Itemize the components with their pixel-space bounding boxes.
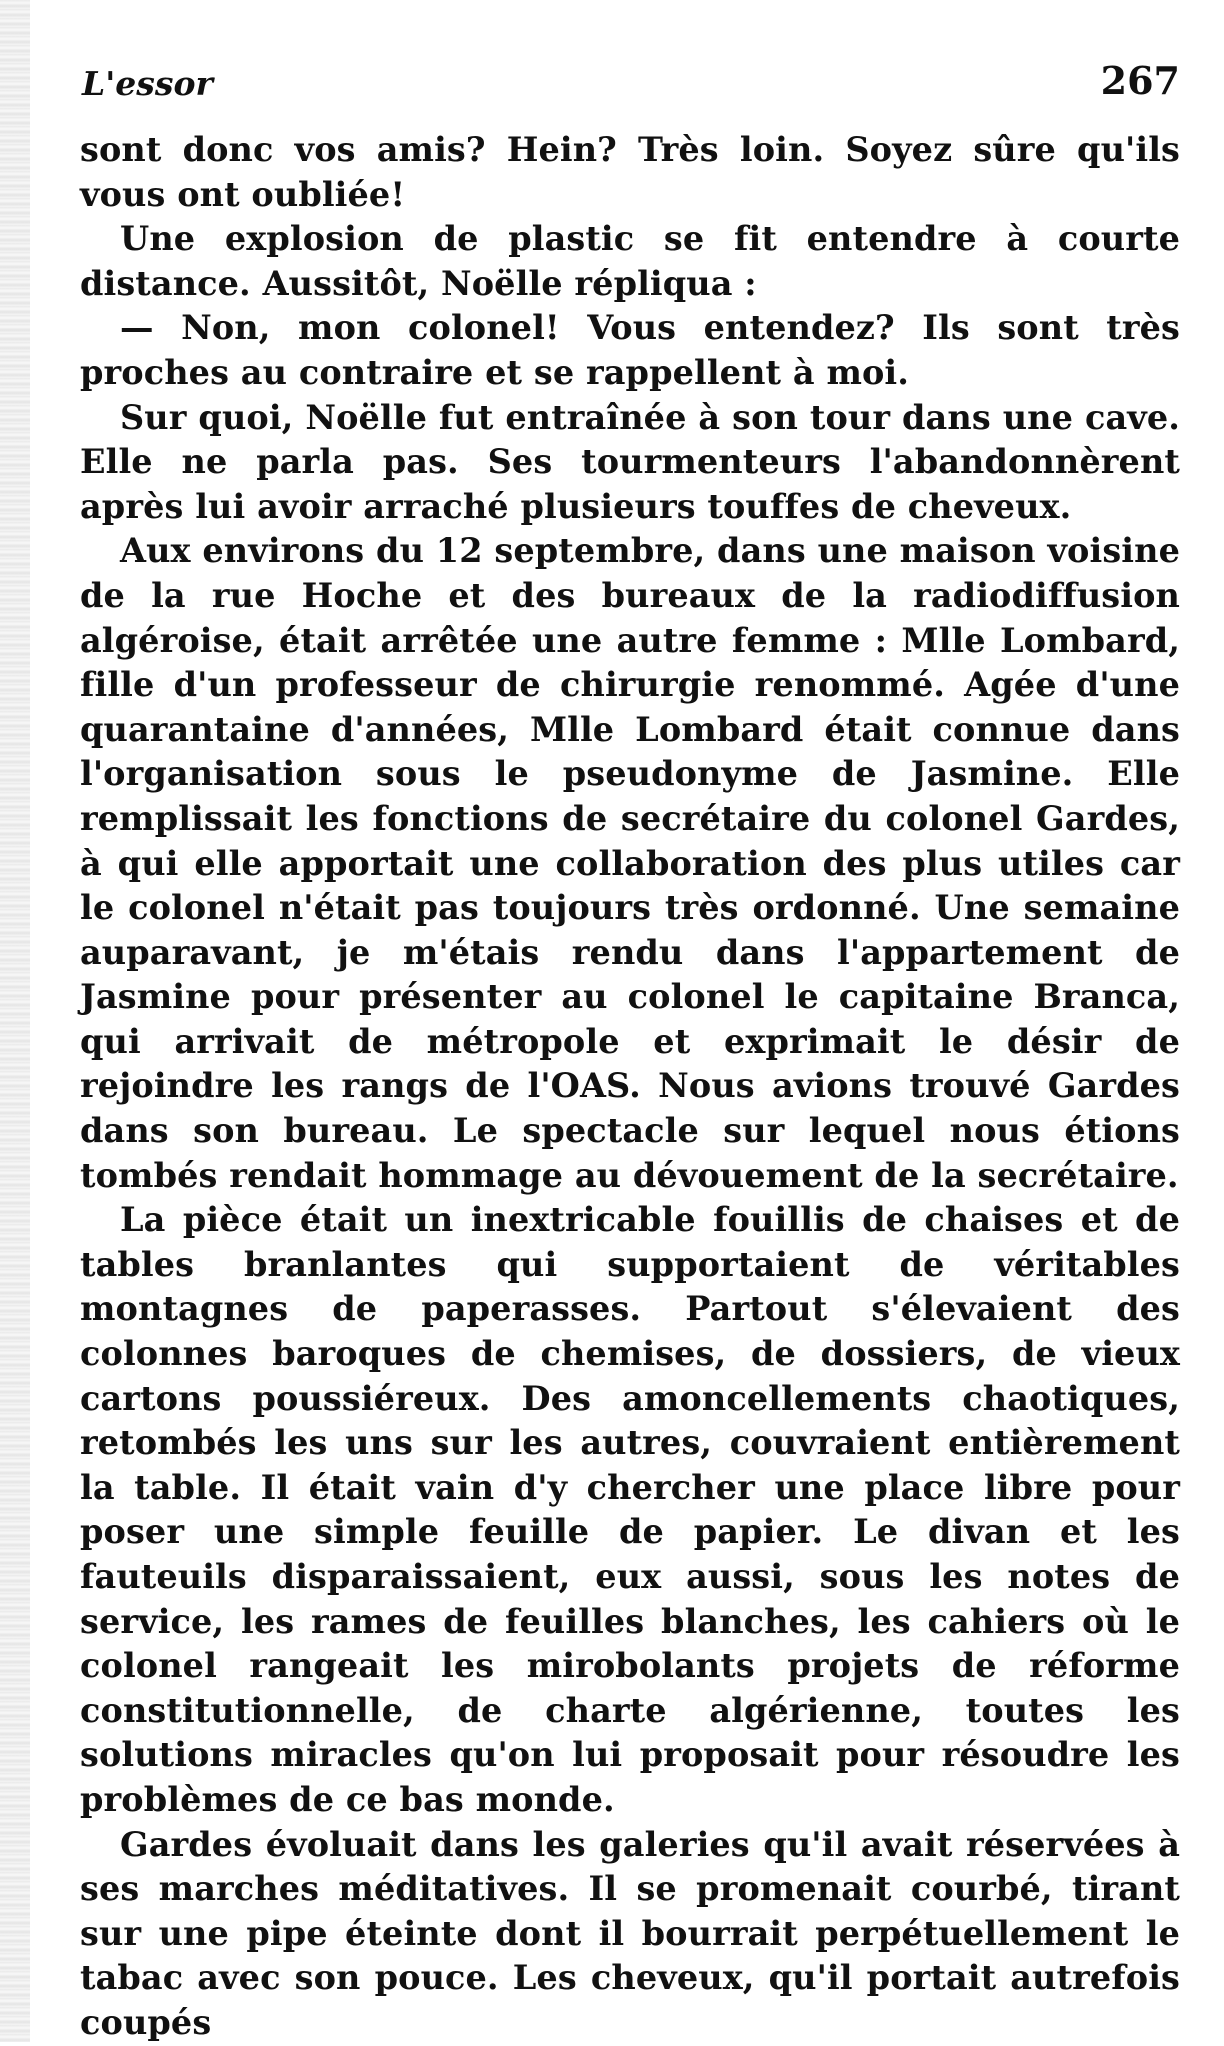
paragraph-gardes: Gardes évoluait dans les galeries qu'il avait réservées à ses marches méditatives. Il se promenait courbé, tirant sur une pipe éteinte dont il bourrait perpétuellement le tabac avec son pouce. Les cheveux, qu'il portait autrefois coupés <box>80 1824 1180 2042</box>
paragraph-cave: Sur quoi, Noëlle fut entraînée à son tour dans une cave. Elle ne parla pas. Ses tourmenteurs l'abandonnèrent après lui avoir arraché plusieurs touffes de cheveux. <box>80 397 1180 526</box>
book-page <box>80 58 1180 2046</box>
paragraph-jasmine: Aux environs du 12 septembre, dans une maison voisine de la rue Hoche et des bureaux de la radiodiffusion algéroise, était arrêtée une autre femme : Mlle Lombard, fille d'un professeur de chirurgie renommé. Agée d'une quarantaine d'années, Mlle Lombard était connue dans l'organisation sous le pseudonyme de Jasmine. Elle remplissait les fonctions de secrétaire du colonel Gardes, à qui elle apportait une collaboration des plus utiles car le colonel n'était pas toujours très ordonné. Une semaine auparavant, je m'étais rendu dans l'appartement de Jasmine pour présenter au colonel le capitaine Branca, qui arrivait de métropole et exprimait le désir de rejoindre les rangs de l'OAS. Nous avions trouvé Gardes dans son bureau. Le spectacle sur lequel nous étions tombés rendait hommage au dévouement de la secrétaire. <box>80 531 1180 1195</box>
paragraph-dialogue: — Non, mon colonel! Vous entendez? Ils sont très proches au contraire et se rappellent à moi. <box>80 308 1180 392</box>
page-header <box>80 58 1180 118</box>
scan-gutter-shadow <box>0 0 30 2042</box>
paragraph-explosion: Une explosion de plastic se fit entendre à courte distance. Aussitôt, Noëlle répliqua : <box>80 219 1180 303</box>
body-text <box>80 128 1180 2046</box>
paragraph-continuation: sont donc vos amis? Hein? Très loin. Soyez sûre qu'ils vous ont oubliée! <box>80 130 1180 214</box>
page-number: 267 <box>1100 58 1180 103</box>
running-head: L'essor <box>82 64 213 103</box>
paragraph-room: La pièce était un inextricable fouillis de chaises et de tables branlantes qui supportaient de véritables montagnes de paperasses. Partout s'élevaient des colonnes baroques de chemises, de dossiers, de vieux cartons poussiéreux. Des amoncellements chaotiques, retombés les uns sur les autres, couvraient entièrement la table. Il était vain d'y chercher une place libre pour poser une simple feuille de papier. Le divan et les fauteuils disparaissaient, eux aussi, sous les notes de service, les rames de feuilles blanches, les cahiers où le colonel rangeait les mirobolants projets de réforme constitutionnelle, de charte algérienne, toutes les solutions miracles qu'on lui proposait pour résoudre les problèmes de ce bas monde. <box>80 1200 1180 1819</box>
